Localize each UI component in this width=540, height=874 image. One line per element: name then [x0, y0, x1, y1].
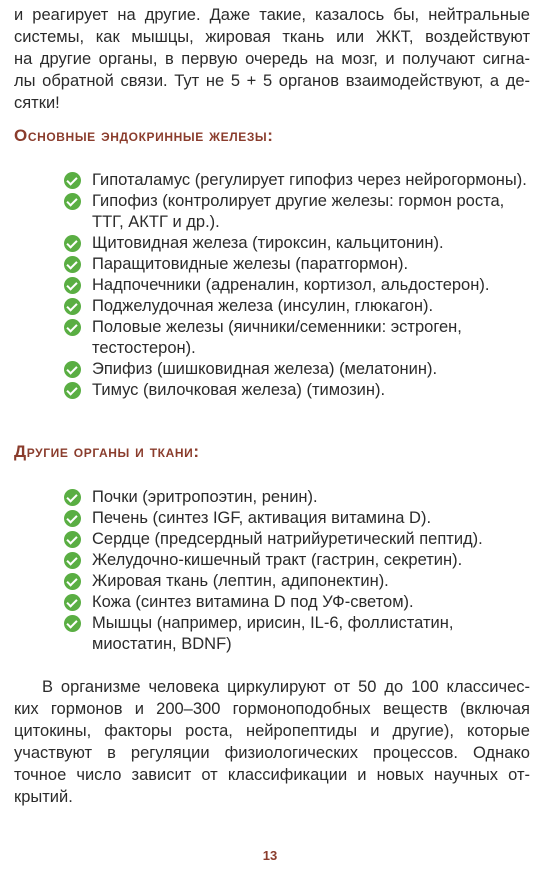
- list-item-text: Мышцы (например, ирисин, IL-6, фоллистатин, миостатин, BDNF): [92, 614, 454, 653]
- list-item: [64, 170, 534, 191]
- list-item-text: Щитовидная железа (тироксин, кальцитонин).: [92, 234, 444, 252]
- list-item-text: Надпочечники (адреналин, кортизол, альдостерон).: [92, 276, 490, 294]
- list-item-text: Почки (эритропоэтин, ренин).: [92, 488, 318, 506]
- page-number: 13: [262, 848, 278, 863]
- check-circle-icon: [64, 256, 81, 273]
- text-line: крытий.: [14, 788, 73, 806]
- check-circle-icon: [64, 235, 81, 252]
- list-item: [64, 275, 534, 296]
- list-item: [64, 571, 534, 592]
- list-item-text: Поджелудочная железа (инсулин, глюкагон).: [92, 297, 434, 315]
- endocrine-glands-list: [64, 170, 534, 401]
- check-circle-icon: [64, 531, 81, 548]
- check-circle-icon: [64, 552, 81, 569]
- list-item-text: Половые железы (яичники/семенники: эстроген, тестостерон).: [92, 318, 462, 357]
- list-item-text: Тимус (вилочковая железа) (тимозин).: [92, 381, 386, 399]
- check-circle-icon: [64, 319, 81, 336]
- list-item-text: Гипоталамус (регулирует гипофиз через нейрогормоны).: [92, 171, 527, 189]
- check-circle-icon: [64, 573, 81, 590]
- list-item-text: Желудочно-кишечный тракт (гастрин, секретин).: [92, 551, 463, 569]
- text-line: участвуют в регуляции физиологических процессов. Однако: [14, 744, 530, 762]
- section-heading-other-organs: Другие органы и ткани:: [14, 442, 200, 461]
- list-item: [64, 487, 534, 508]
- list-item-text: Гипофиз (контролирует другие железы: гормон роста, ТТГ, АКТГ и др.).: [92, 192, 505, 231]
- list-item-text: Паращитовидные железы (паратгормон).: [92, 255, 409, 273]
- check-circle-icon: [64, 594, 81, 611]
- list-item: [64, 317, 534, 359]
- text-line: цитокины, факторы роста, нейропептиды и другие), которые: [14, 722, 530, 740]
- list-item: [64, 529, 534, 550]
- check-circle-icon: [64, 172, 81, 189]
- list-item-text: Кожа (синтез витамина D под УФ-светом).: [92, 593, 414, 611]
- text-line: на другие органы, в первую очередь на мозг, и получают сигна-: [14, 50, 530, 68]
- text-line: В организме человека циркулируют от 50 до 100 классичес-: [42, 678, 530, 696]
- list-item-text: Печень (синтез IGF, активация витамина D).: [92, 509, 432, 527]
- list-item: [64, 550, 534, 571]
- other-organs-list: [64, 487, 534, 655]
- check-circle-icon: [64, 361, 81, 378]
- list-item-text: Жировая ткань (лептин, адипонектин).: [92, 572, 389, 590]
- list-item-text: Сердце (предсердный натрийуретический пептид).: [92, 530, 483, 548]
- list-item: [64, 296, 534, 317]
- intro-paragraph: [14, 4, 530, 114]
- check-circle-icon: [64, 382, 81, 399]
- check-circle-icon: [64, 615, 81, 632]
- text-line: и реагирует на другие. Даже такие, казалось бы, нейтральные: [14, 6, 530, 24]
- check-circle-icon: [64, 489, 81, 506]
- list-item: [64, 191, 534, 233]
- check-circle-icon: [64, 510, 81, 527]
- outro-paragraph: [14, 676, 530, 808]
- text-line: точное число зависит от классификации и новых научных от-: [14, 766, 530, 784]
- list-item: [64, 380, 534, 401]
- text-line: системы, как мышцы, жировая ткань или ЖКТ, воздействуют: [14, 28, 530, 46]
- list-item: [64, 254, 534, 275]
- list-item: [64, 233, 534, 254]
- check-circle-icon: [64, 298, 81, 315]
- list-item: [64, 613, 534, 655]
- section-heading-endocrine-glands: Основные эндокринные железы:: [14, 126, 274, 145]
- list-item-text: Эпифиз (шишковидная железа) (мелатонин).: [92, 360, 438, 378]
- list-item: [64, 508, 534, 529]
- text-line: лы обратной связи. Тут не 5 + 5 органов взаимодействуют, а де-: [14, 72, 530, 90]
- text-line: ких гормонов и 200–300 гормоноподобных веществ (включая: [14, 700, 530, 718]
- list-item: [64, 359, 534, 380]
- check-circle-icon: [64, 193, 81, 210]
- list-item: [64, 592, 534, 613]
- check-circle-icon: [64, 277, 81, 294]
- text-line: сятки!: [14, 94, 60, 112]
